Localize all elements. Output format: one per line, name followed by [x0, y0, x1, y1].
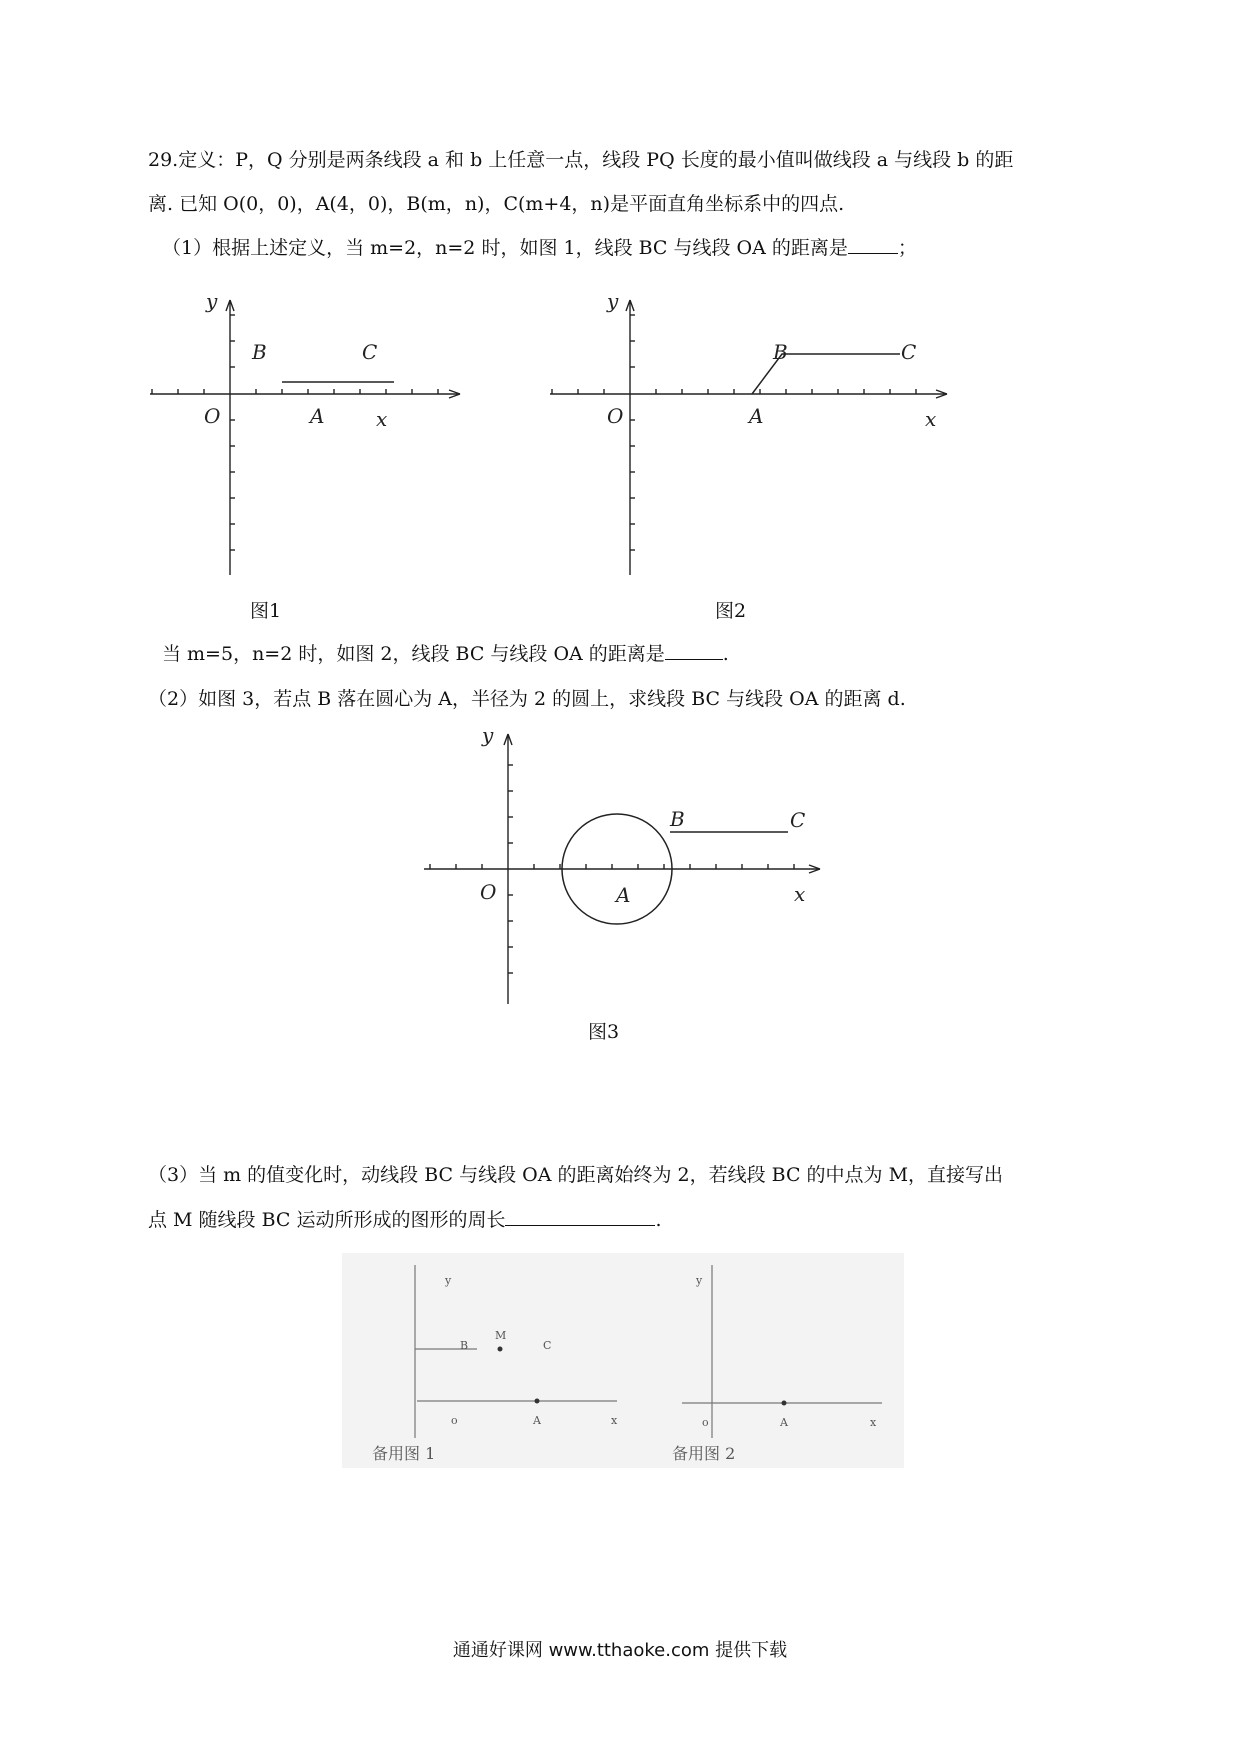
- spare2-o-label: o: [702, 1416, 709, 1429]
- part3-end: .: [655, 1209, 662, 1231]
- spare1-point-a-dot: [535, 1399, 540, 1404]
- spare1-b-label: B: [460, 1339, 469, 1352]
- part1-end: ；: [897, 237, 917, 259]
- point-m-dot: [498, 1347, 503, 1352]
- figure-2: [545, 290, 955, 590]
- figure-3-caption: 图3: [588, 1021, 620, 1043]
- spare-figure-1-caption: 备用图 1: [372, 1444, 436, 1463]
- spare1-x-label: x: [611, 1414, 618, 1427]
- point-o-label: O: [607, 404, 624, 428]
- spare1-y-label: y: [445, 1274, 452, 1287]
- answer-blank-1: [848, 235, 898, 254]
- point-a-label: A: [616, 883, 631, 907]
- point-b-label: B: [252, 340, 267, 364]
- part2-line: （2）如图 3，若点 B 落在圆心为 A，半径为 2 的圆上，求线段 BC 与线段 OA 的距离 d.: [148, 688, 906, 710]
- part1-text: （1）根据上述定义，当 m=2，n=2 时，如图 1，线段 BC 与线段 OA 的距离是: [162, 237, 848, 259]
- axis-x-label: x: [925, 407, 937, 431]
- spare1-o-label: o: [451, 1414, 458, 1427]
- figure-3: [420, 720, 830, 1010]
- part1b-text: 当 m=5，n=2 时，如图 2，线段 BC 与线段 OA 的距离是: [162, 643, 665, 665]
- axis-x-label: x: [794, 882, 806, 906]
- part1b-line: [162, 639, 1240, 666]
- figure-2-caption: 图2: [715, 600, 747, 622]
- spare-figures-background: [342, 1253, 904, 1468]
- spare2-x-label: x: [870, 1416, 877, 1429]
- question-line-1: 29.定义：P，Q 分别是两条线段 a 和 b 上任意一点，线段 PQ 长度的最小值叫做线段 a 与线段 b 的距: [148, 149, 1014, 171]
- point-b-label: B: [773, 340, 788, 364]
- point-a-label: A: [749, 404, 764, 428]
- answer-blank-3: [505, 1207, 655, 1226]
- spare2-a-label: A: [780, 1416, 788, 1429]
- figure-1: [140, 290, 470, 590]
- answer-blank-2: [665, 641, 723, 660]
- part1b-end: .: [722, 643, 729, 665]
- figure-1-caption: 图1: [250, 600, 282, 622]
- spare1-c-label: C: [543, 1339, 552, 1352]
- axis-x-label: x: [376, 407, 388, 431]
- point-a-label: A: [310, 404, 325, 428]
- question-line-2: 离. 已知 O(0，0)，A(4，0)，B(m，n)，C(m+4，n)是平面直角坐标系中的四点.: [148, 193, 845, 215]
- point-b-label: B: [670, 807, 685, 831]
- spare2-y-label: y: [696, 1274, 703, 1287]
- point-o-label: O: [204, 404, 221, 428]
- point-o-label: O: [480, 880, 497, 904]
- axis-y-label: y: [607, 290, 619, 313]
- point-c-label: C: [362, 340, 378, 364]
- part3-line-1: （3）当 m 的值变化时，动线段 BC 与线段 OA 的距离始终为 2，若线段 BC 的中点为 M，直接写出: [148, 1164, 1004, 1186]
- point-c-label: C: [790, 808, 806, 832]
- axis-y-label: y: [482, 723, 494, 747]
- page-footer: 通通好课网 www.tthaoke.com 提供下载: [452, 1640, 788, 1661]
- spare2-point-a-dot: [782, 1401, 787, 1406]
- spare1-m-label: M: [495, 1329, 507, 1342]
- point-c-label: C: [901, 340, 917, 364]
- part1-line: [162, 233, 1240, 260]
- axis-y-label: y: [206, 290, 218, 313]
- part3-line-2: [148, 1205, 1240, 1232]
- spare-figure-2-caption: 备用图 2: [672, 1444, 736, 1463]
- spare-figures: [342, 1253, 904, 1468]
- part3-text: 点 M 随线段 BC 运动所形成的图形的周长: [148, 1209, 506, 1231]
- spare1-a-label: A: [533, 1414, 541, 1427]
